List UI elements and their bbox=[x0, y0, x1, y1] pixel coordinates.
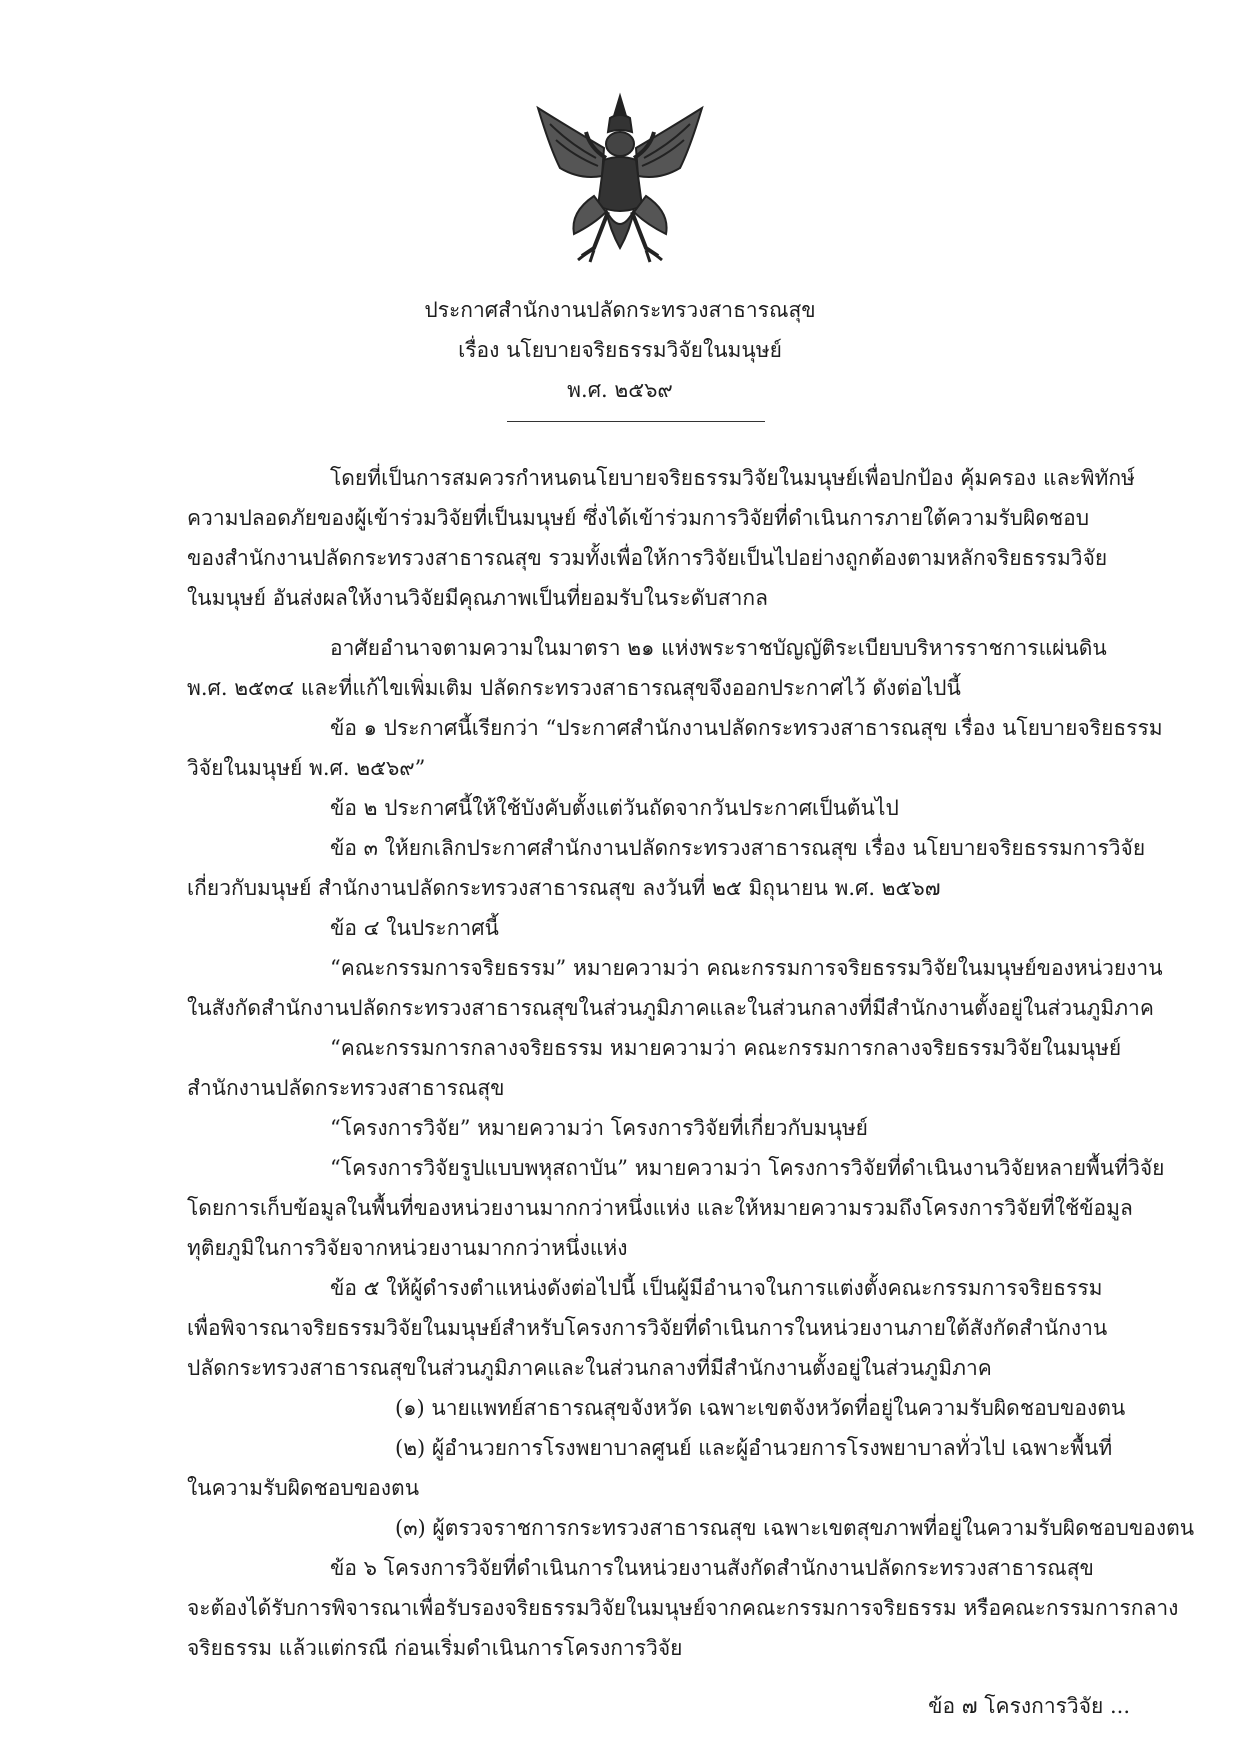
body-line: อาศัยอำนาจตามความในมาตรา ๒๑ แห่งพระราชบัญญัติระเบียบบริหารราชการแผ่นดิน bbox=[330, 636, 1107, 660]
body-line: ในความรับผิดชอบของตน bbox=[187, 1476, 420, 1500]
body-line: ข้อ ๒ ประกาศนี้ให้ใช้บังคับตั้งแต่วันถัดจากวันประกาศเป็นต้นไป bbox=[330, 796, 899, 820]
body-line: (๑) นายแพทย์สาธารณสุขจังหวัด เฉพาะเขตจังหวัดที่อยู่ในความรับผิดชอบของตน bbox=[395, 1396, 1126, 1420]
body-line: (๓) ผู้ตรวจราชการกระทรวงสาธารณสุข เฉพาะเขตสุขภาพที่อยู่ในความรับผิดชอบของตน bbox=[395, 1516, 1195, 1540]
body-line: โดยที่เป็นการสมควรกำหนดนโยบายจริยธรรมวิจัยในมนุษย์เพื่อปกป้อง คุ้มครอง และพิทักษ์ bbox=[330, 466, 1135, 490]
body-line: เกี่ยวกับมนุษย์ สำนักงานปลัดกระทรวงสาธารณสุข ลงวันที่ ๒๕ มิถุนายน พ.ศ. ๒๕๖๗ bbox=[187, 876, 941, 900]
body-line: ในมนุษย์ อันส่งผลให้งานวิจัยมีคุณภาพเป็นที่ยอมรับในระดับสากล bbox=[187, 586, 768, 610]
body-line: ของสำนักงานปลัดกระทรวงสาธารณสุข รวมทั้งเพื่อให้การวิจัยเป็นไปอย่างถูกต้องตามหลักจริยธรรมวิจัย bbox=[187, 546, 1108, 570]
body-line: (๒) ผู้อำนวยการโรงพยาบาลศูนย์ และผู้อำนวยการโรงพยาบาลทั่วไป เฉพาะพื้นที่ bbox=[395, 1436, 1113, 1460]
body-line: เพื่อพิจารณาจริยธรรมวิจัยในมนุษย์สำหรับโครงการวิจัยที่ดำเนินการในหน่วยงานภายใต้สังกัดสำนักงาน bbox=[187, 1316, 1108, 1340]
body-line: ทุติยภูมิในการวิจัยจากหน่วยงานมากกว่าหนึ่งแห่ง bbox=[187, 1236, 628, 1260]
body-line: ข้อ ๔ ในประกาศนี้ bbox=[330, 916, 499, 940]
continuation-note: ข้อ ๗ โครงการวิจัย ... bbox=[928, 1694, 1130, 1718]
body-line: พ.ศ. ๒๕๓๔ และที่แก้ไขเพิ่มเติม ปลัดกระทรวงสาธารณสุขจึงออกประกาศไว้ ดังต่อไปนี้ bbox=[187, 676, 961, 700]
announcement-title: ประกาศสำนักงานปลัดกระทรวงสาธารณสุข bbox=[424, 298, 816, 322]
body-line: “คณะกรรมการจริยธรรม” หมายความว่า คณะกรรมการจริยธรรมวิจัยในมนุษย์ของหน่วยงาน bbox=[330, 956, 1163, 980]
body-line: จะต้องได้รับการพิจารณาเพื่อรับรองจริยธรรมวิจัยในมนุษย์จากคณะกรรมการจริยธรรม หรือคณะกรรมการกลาง bbox=[187, 1596, 1179, 1620]
body-line: “โครงการวิจัยรูปแบบพหุสถาบัน” หมายความว่า โครงการวิจัยที่ดำเนินงานวิจัยหลายพื้นที่วิจัย bbox=[330, 1156, 1165, 1180]
body-line: ปลัดกระทรวงสาธารณสุขในส่วนภูมิภาคและในส่วนกลางที่มีสำนักงานตั้งอยู่ในส่วนภูมิภาค bbox=[187, 1356, 992, 1380]
header-divider bbox=[507, 421, 765, 422]
body-line: โดยการเก็บข้อมูลในพื้นที่ของหน่วยงานมากกว่าหนึ่งแห่ง และให้หมายความรวมถึงโครงการวิจัยที่ใช้ข้อมูล bbox=[187, 1196, 1133, 1220]
body-line: “โครงการวิจัย” หมายความว่า โครงการวิจัยที่เกี่ยวกับมนุษย์ bbox=[330, 1116, 868, 1140]
body-line: ข้อ ๖ โครงการวิจัยที่ดำเนินการในหน่วยงานสังกัดสำนักงานปลัดกระทรวงสาธารณสุข bbox=[330, 1556, 1094, 1580]
announcement-subject: เรื่อง นโยบายจริยธรรมวิจัยในมนุษย์ bbox=[458, 338, 782, 362]
announcement-year: พ.ศ. ๒๕๖๙ bbox=[567, 378, 673, 402]
body-line: “คณะกรรมการกลางจริยธรรม หมายความว่า คณะกรรมการกลางจริยธรรมวิจัยในมนุษย์ bbox=[330, 1036, 1122, 1060]
garuda-emblem-icon bbox=[530, 88, 710, 268]
body-line: ข้อ ๑ ประกาศนี้เรียกว่า “ประกาศสำนักงานปลัดกระทรวงสาธารณสุข เรื่อง นโยบายจริยธรรม bbox=[330, 716, 1163, 740]
body-line: สำนักงานปลัดกระทรวงสาธารณสุข bbox=[187, 1076, 505, 1100]
body-line: ในสังกัดสำนักงานปลัดกระทรวงสาธารณสุขในส่วนภูมิภาคและในส่วนกลางที่มีสำนักงานตั้งอยู่ในส่วนภูมิภาค bbox=[187, 996, 1154, 1020]
body-line: ข้อ ๕ ให้ผู้ดำรงตำแหน่งดังต่อไปนี้ เป็นผู้มีอำนาจในการแต่งตั้งคณะกรรมการจริยธรรม bbox=[330, 1276, 1103, 1300]
body-line: ข้อ ๓ ให้ยกเลิกประกาศสำนักงานปลัดกระทรวงสาธารณสุข เรื่อง นโยบายจริยธรรมการวิจัย bbox=[330, 836, 1146, 860]
body-line: ความปลอดภัยของผู้เข้าร่วมวิจัยที่เป็นมนุษย์ ซึ่งได้เข้าร่วมการวิจัยที่ดำเนินการภายใต้ความรับผิดชอบ bbox=[187, 506, 1090, 530]
body-line: วิจัยในมนุษย์ พ.ศ. ๒๕๖๙” bbox=[187, 756, 426, 780]
body-line: จริยธรรม แล้วแต่กรณี ก่อนเริ่มดำเนินการโครงการวิจัย bbox=[187, 1636, 683, 1660]
